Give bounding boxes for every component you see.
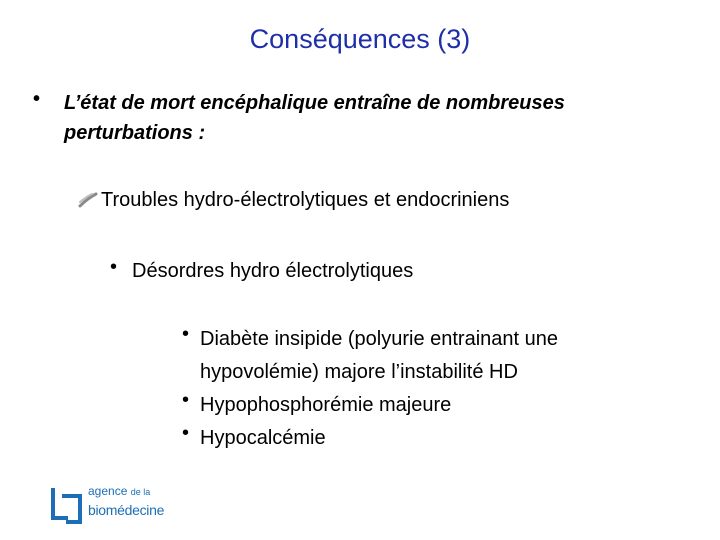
bullet-text-level3: Désordres hydro électrolytiques	[132, 260, 414, 282]
agence-biomedecine-logo	[48, 484, 228, 528]
bullet-level3: •	[110, 256, 118, 278]
logo-line1: agence de la	[88, 484, 151, 498]
bullet-level4-3: •	[182, 422, 190, 444]
bullet-text-level4-2: Hypophosphorémie majeure	[200, 394, 452, 416]
bullet-text-level4-1: Diabète insipide (polyurie entrainant une hypovolémie) majore l’instabilité HD	[200, 328, 559, 383]
slide-title: Conséquences (3)	[249, 24, 471, 54]
logo-mark-icon	[50, 486, 86, 524]
bullet-level4-1: •	[182, 323, 190, 345]
bullet-level4-2: •	[182, 389, 190, 411]
bullet-text-level1: L’état de mort encéphalique entraîne de nombreuses perturbations :	[64, 92, 565, 144]
bullet-text-level2: Troubles hydro-électrolytiques et endocriniens	[101, 189, 510, 211]
bullet-text-level4-3: Hypocalcémie	[200, 427, 326, 449]
bullet-level1: •	[33, 88, 41, 110]
swoosh-bullet-icon	[78, 192, 98, 208]
logo-line2: biomédecine	[88, 502, 165, 518]
